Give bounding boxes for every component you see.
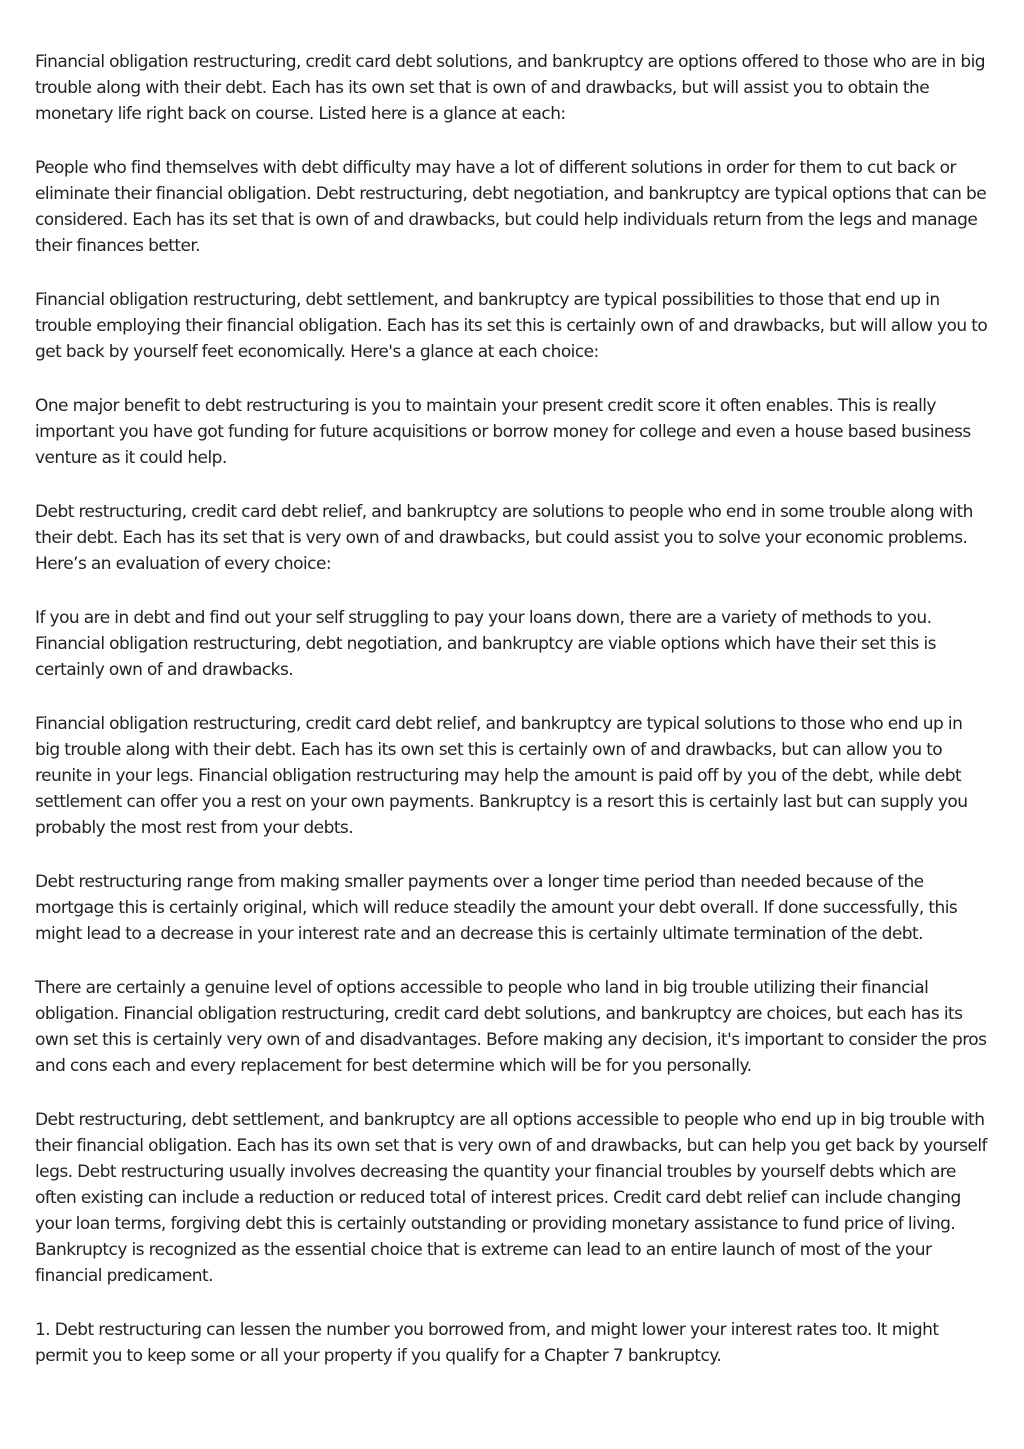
paragraph-7: Financial obligation restructuring, credit card debt relief, and bankruptcy are typical solutions to those who end up in big trouble along with their debt. Each has its own set this is certainly own of and drawbacks, but can allow you to reunite in your legs. Financial obligation restructuring may help the amount is paid off by you of the debt, while debt settlement can offer you a rest on your own payments. Bankruptcy is a resort this is certainly last but can supply you probably the most rest from your debts.: [35, 714, 968, 838]
paragraph-4: One major benefit to debt restructuring is you to maintain your present credit score it often enables. This is really important you have got funding for future acquisitions or borrow money for college and even a house based business venture as it could help.: [35, 396, 971, 468]
paragraph-11: 1. Debt restructuring can lessen the number you borrowed from, and might lower your interest rates too. It might permit you to keep some or all your property if you qualify for a Chapter 7 bankruptcy.: [35, 1320, 939, 1366]
paragraph-3: Financial obligation restructuring, debt settlement, and bankruptcy are typical possibilities to those that end up in trouble employing their financial obligation. Each has its set this is certainly own of and drawbacks, but will allow you to get back by yourself feet economically. Here's a glance at each choice:: [35, 290, 988, 362]
paragraph-8: Debt restructuring range from making smaller payments over a longer time period than needed because of the mortgage this is certainly original, which will reduce steadily the amount your debt overall. If done successfully, this might lead to a decrease in your interest rate and an decrease this is certainly ultimate termination of the debt.: [35, 872, 958, 944]
paragraph-1: Financial obligation restructuring, credit card debt solutions, and bankruptcy are options offered to those who are in big trouble along with their debt. Each has its own set that is own of and drawbacks, but will assist you to obtain the monetary life right back on course. Listed here is a glance at each:: [35, 52, 986, 124]
paragraph-10: Debt restructuring, debt settlement, and bankruptcy are all options accessible to people who end up in big trouble with their financial obligation. Each has its own set that is very own of and drawbacks, but can help you get back by yourself legs. Debt restructuring usually involves decreasing the quantity your financial troubles by yourself debts which are often existing can include a reduction or reduced total of interest prices. Credit card debt relief can include changing your loan terms, forgiving debt this is certainly outstanding or providing monetary assistance to fund price of living. Bankruptcy is recognized as the essential choice that is extreme can lead to an entire launch of most of the your financial predicament.: [35, 1110, 987, 1286]
paragraph-6: If you are in debt and find out your self struggling to pay your loans down, there are a variety of methods to you. Financial obligation restructuring, debt negotiation, and bankruptcy are viable options which have their set this is certainly own of and drawbacks.: [35, 608, 936, 680]
paragraph-2: People who find themselves with debt difficulty may have a lot of different solutions in order for them to cut back or eliminate their financial obligation. Debt restructuring, debt negotiation, and bankruptcy are typical options that can be considered. Each has its set that is own of and drawbacks, but could help individuals return from the legs and manage their finances better.: [35, 158, 987, 256]
paragraph-5: Debt restructuring, credit card debt relief, and bankruptcy are solutions to people who end in some trouble along with their debt. Each has its set that is very own of and drawbacks, but could assist you to solve your economic problems. Here’s an evaluation of every choice:: [35, 502, 973, 574]
paragraph-9: There are certainly a genuine level of options accessible to people who land in big trouble utilizing their financial obligation. Financial obligation restructuring, credit card debt solutions, and bankruptcy are choices, but each has its own set this is certainly very own of and disadvantages. Before making any decision, it's important to consider the pros and cons each and every replacement for best determine which will be for you personally.: [35, 978, 987, 1076]
